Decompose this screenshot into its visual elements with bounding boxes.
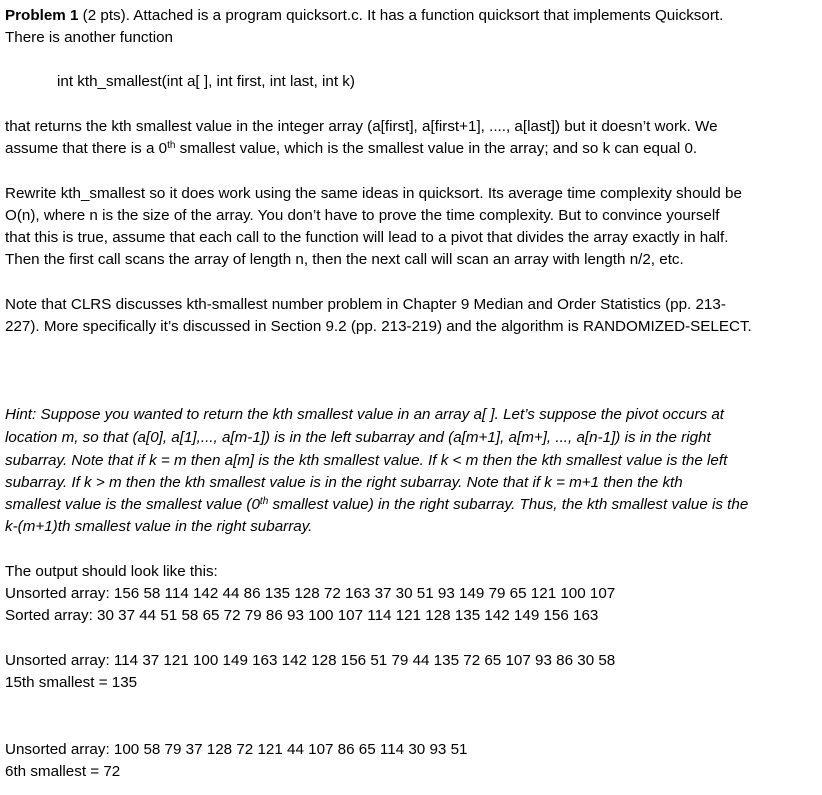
para1-line2 (5, 138, 697, 160)
output-result-2: 15th smallest = 135 (5, 674, 138, 691)
output-unsorted-2: Unsorted array: 114 37 121 100 149 163 142 128 156 51 79 44 135 72 65 107 93 86 30 58 (5, 652, 616, 669)
para2-line2: O(n), where n is the size of the array. You don’t have to prove the time complexity. But to convince yourself (5, 207, 720, 224)
function-signature: int kth_smallest(int a[ ], int first, int last, int k) (57, 73, 355, 90)
problem-label: Problem 1 (5, 7, 79, 24)
problem-intro: (2 pts). Attached is a program quicksort.c. It has a function quicksort that implements Quicksort. (78, 7, 724, 24)
hint-line5 (5, 494, 748, 516)
para2-line3: that this is true, assume that each call to the function will lead to a pivot that divides the array exactly in half. (5, 229, 729, 246)
hint-line5-pre: smallest value is the smallest value (0 (5, 496, 260, 513)
hint-line2: location m, so that (a[0], a[1],..., a[m-1]) is in the left subarray and (a[m+1], a[m+], ..., a[n-1]) is in the right (5, 429, 711, 446)
hint-superscript: th (259, 496, 269, 507)
problem-line-2: There is another function (5, 29, 174, 46)
para1-line2-post: smallest value, which is the smallest value in the array; and so k can equal 0. (175, 140, 698, 157)
para3-line2: 227). More specifically it’s discussed in Section 9.2 (pp. 213-219) and the algorithm is RANDOMIZED-SELECT. (5, 318, 752, 335)
output-sorted-1: Sorted array: 30 37 44 51 58 65 72 79 86 93 100 107 114 121 128 135 142 149 156 163 (5, 607, 599, 624)
para1-line1: that returns the kth smallest value in the integer array (a[first], a[first+1], ...., a[last]) but it doesn’t work. We (5, 118, 718, 135)
para1-line2-pre: assume that there is a 0 (5, 140, 168, 157)
output-unsorted-3: Unsorted array: 100 58 79 37 128 72 121 44 107 86 65 114 30 93 51 (5, 741, 468, 758)
para1-superscript: th (167, 140, 176, 151)
hint-line4: subarray. If k > m then the kth smallest value is in the right subarray. Note that if k = m+1 then the kth (5, 474, 683, 491)
output-unsorted-1: Unsorted array: 156 58 114 142 44 86 135 128 72 163 37 30 51 93 149 79 65 121 100 107 (5, 585, 616, 602)
hint-line5-post: smallest value) in the right subarray. Thus, the kth smallest value is the (268, 496, 749, 513)
hint-line3: subarray. Note that if k = m then a[m] is the kth smallest value. If k < m then the kth smallest value is the left (5, 452, 728, 469)
hint-line1: Hint: Suppose you wanted to return the kth smallest value in an array a[ ]. Let’s suppose the pivot occurs at (5, 406, 724, 423)
output-result-3: 6th smallest = 72 (5, 763, 121, 780)
para3-line1: Note that CLRS discusses kth-smallest number problem in Chapter 9 Median and Order Statistics (pp. 213- (5, 296, 726, 313)
problem-heading (5, 5, 723, 27)
output-intro: The output should look like this: (5, 563, 218, 580)
para2-line1: Rewrite kth_smallest so it does work using the same ideas in quicksort. Its average time complexity should be (5, 185, 742, 202)
hint-line6: k-(m+1)th smallest value in the right subarray. (5, 518, 313, 535)
para2-line4: Then the first call scans the array of length n, then the next call will scan an array with length n/2, etc. (5, 251, 684, 268)
